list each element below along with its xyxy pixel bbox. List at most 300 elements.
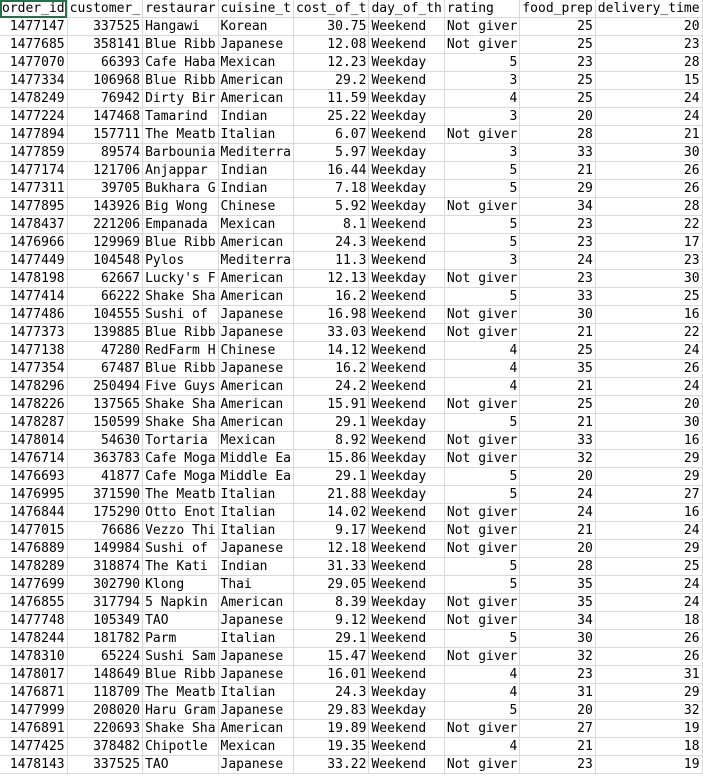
cell-cost[interactable]: 24.2 [293,378,368,396]
cell-order-id[interactable]: 1477895 [0,198,67,216]
cell-food-prep-time[interactable]: 32 [520,648,595,666]
cell-order-id[interactable]: 1478310 [0,648,67,666]
cell-cost[interactable]: 16.44 [293,162,368,180]
cell-rating[interactable]: 3 [444,108,519,126]
cell-order-id[interactable]: 1476995 [0,486,67,504]
cell-restaurant-name[interactable]: Bukhara G [143,180,218,198]
cell-cost[interactable]: 29.1 [293,468,368,486]
cell-delivery-time[interactable]: 26 [595,630,702,648]
cell-cost[interactable]: 12.23 [293,54,368,72]
cell-food-prep-time[interactable]: 21 [520,522,595,540]
cell-cost[interactable]: 5.92 [293,198,368,216]
cell-restaurant-name[interactable]: Barbounia [143,144,218,162]
cell-day-of-week[interactable]: Weekend [369,360,444,378]
cell-rating[interactable]: Not giver [444,648,519,666]
cell-customer-id[interactable]: 66393 [67,54,142,72]
cell-restaurant-name[interactable]: Blue Ribb [143,36,218,54]
cell-rating[interactable]: Not giver [444,18,519,36]
cell-day-of-week[interactable]: Weekday [369,108,444,126]
cell-customer-id[interactable]: 137565 [67,396,142,414]
cell-rating[interactable]: Not giver [444,126,519,144]
cell-day-of-week[interactable]: Weekend [369,576,444,594]
cell-customer-id[interactable]: 104548 [67,252,142,270]
cell-order-id[interactable]: 1477070 [0,54,67,72]
cell-restaurant-name[interactable]: Lucky's F [143,270,218,288]
cell-customer-id[interactable]: 106968 [67,72,142,90]
cell-order-id[interactable]: 1477486 [0,306,67,324]
cell-restaurant-name[interactable]: TAO [143,612,218,630]
cell-delivery-time[interactable]: 26 [595,162,702,180]
cell-restaurant-name[interactable]: Blue Ribb [143,324,218,342]
cell-delivery-time[interactable]: 25 [595,288,702,306]
cell-rating[interactable]: Not giver [444,36,519,54]
cell-cost[interactable]: 30.75 [293,18,368,36]
cell-cost[interactable]: 9.17 [293,522,368,540]
cell-delivery-time[interactable]: 24 [595,576,702,594]
cell-day-of-week[interactable]: Weekend [369,252,444,270]
cell-cost[interactable]: 14.12 [293,342,368,360]
cell-delivery-time[interactable]: 22 [595,324,702,342]
cell-cuisine-type[interactable]: Italian [218,522,293,540]
cell-cuisine-type[interactable]: Indian [218,108,293,126]
cell-cost[interactable]: 6.07 [293,126,368,144]
cell-rating[interactable]: 4 [444,360,519,378]
cell-restaurant-name[interactable]: Shake Sha [143,414,218,432]
cell-day-of-week[interactable]: Weekday [369,90,444,108]
cell-order-id[interactable]: 1476714 [0,450,67,468]
cell-food-prep-time[interactable]: 27 [520,720,595,738]
cell-customer-id[interactable]: 221206 [67,216,142,234]
cell-food-prep-time[interactable]: 35 [520,594,595,612]
cell-food-prep-time[interactable]: 25 [520,36,595,54]
cell-cuisine-type[interactable]: Indian [218,180,293,198]
cell-cuisine-type[interactable]: Chinese [218,342,293,360]
cell-order-id[interactable]: 1478287 [0,414,67,432]
cell-customer-id[interactable]: 65224 [67,648,142,666]
cell-restaurant-name[interactable]: Haru Gram [143,702,218,720]
cell-cost[interactable]: 14.02 [293,504,368,522]
cell-restaurant-name[interactable]: The Meatb [143,684,218,702]
cell-customer-id[interactable]: 67487 [67,360,142,378]
cell-day-of-week[interactable]: Weekend [369,234,444,252]
cell-rating[interactable]: 5 [444,216,519,234]
cell-day-of-week[interactable]: Weekend [369,396,444,414]
cell-cuisine-type[interactable]: Indian [218,558,293,576]
cell-delivery-time[interactable]: 26 [595,360,702,378]
cell-customer-id[interactable]: 363783 [67,450,142,468]
cell-cuisine-type[interactable]: Italian [218,504,293,522]
cell-order-id[interactable]: 1478289 [0,558,67,576]
cell-customer-id[interactable]: 118709 [67,684,142,702]
cell-food-prep-time[interactable]: 33 [520,288,595,306]
cell-delivery-time[interactable]: 18 [595,738,702,756]
cell-order-id[interactable]: 1477449 [0,252,67,270]
cell-customer-id[interactable]: 157711 [67,126,142,144]
cell-food-prep-time[interactable]: 20 [520,468,595,486]
cell-order-id[interactable]: 1476891 [0,720,67,738]
cell-order-id[interactable]: 1476966 [0,234,67,252]
cell-delivery-time[interactable]: 28 [595,198,702,216]
cell-food-prep-time[interactable]: 33 [520,144,595,162]
cell-day-of-week[interactable]: Weekend [369,18,444,36]
cell-order-id[interactable]: 1478017 [0,666,67,684]
cell-day-of-week[interactable]: Weekend [369,720,444,738]
cell-cuisine-type[interactable]: Mexican [218,738,293,756]
cell-rating[interactable]: Not giver [444,270,519,288]
cell-cost[interactable]: 21.88 [293,486,368,504]
cell-day-of-week[interactable]: Weekend [369,558,444,576]
cell-delivery-time[interactable]: 28 [595,54,702,72]
cell-cuisine-type[interactable]: Japanese [218,540,293,558]
cell-delivery-time[interactable]: 30 [595,414,702,432]
cell-delivery-time[interactable]: 29 [595,540,702,558]
cell-delivery-time[interactable]: 29 [595,450,702,468]
header-cell-customer-id[interactable]: customer_ [67,0,142,18]
cell-cuisine-type[interactable]: Chinese [218,198,293,216]
cell-food-prep-time[interactable]: 29 [520,180,595,198]
cell-cuisine-type[interactable]: American [218,270,293,288]
cell-customer-id[interactable]: 41877 [67,468,142,486]
cell-day-of-week[interactable]: Weekend [369,666,444,684]
cell-day-of-week[interactable]: Weekday [369,594,444,612]
cell-day-of-week[interactable]: Weekend [369,648,444,666]
cell-restaurant-name[interactable]: Sushi of [143,306,218,324]
cell-food-prep-time[interactable]: 25 [520,18,595,36]
cell-cuisine-type[interactable]: Japanese [218,756,293,774]
cell-restaurant-name[interactable]: Tortaria [143,432,218,450]
cell-food-prep-time[interactable]: 30 [520,306,595,324]
cell-food-prep-time[interactable]: 30 [520,630,595,648]
cell-restaurant-name[interactable]: RedFarm H [143,342,218,360]
cell-rating[interactable]: 5 [444,414,519,432]
cell-cost[interactable]: 16.01 [293,666,368,684]
cell-cuisine-type[interactable]: Japanese [218,612,293,630]
cell-restaurant-name[interactable]: Shake Sha [143,396,218,414]
cell-day-of-week[interactable]: Weekday [369,702,444,720]
cell-food-prep-time[interactable]: 32 [520,450,595,468]
cell-food-prep-time[interactable]: 21 [520,324,595,342]
cell-customer-id[interactable]: 105349 [67,612,142,630]
cell-food-prep-time[interactable]: 20 [520,540,595,558]
cell-cuisine-type[interactable]: American [218,72,293,90]
cell-restaurant-name[interactable]: Five Guys [143,378,218,396]
cell-cost[interactable]: 15.47 [293,648,368,666]
cell-rating[interactable]: 3 [444,144,519,162]
cell-customer-id[interactable]: 371590 [67,486,142,504]
cell-cuisine-type[interactable]: Mediterra [218,144,293,162]
cell-cuisine-type[interactable]: Italian [218,486,293,504]
cell-food-prep-time[interactable]: 20 [520,108,595,126]
header-cell-day-of-week[interactable]: day_of_th [369,0,444,18]
cell-day-of-week[interactable]: Weekday [369,54,444,72]
cell-restaurant-name[interactable]: Blue Ribb [143,666,218,684]
cell-rating[interactable]: Not giver [444,594,519,612]
cell-food-prep-time[interactable]: 33 [520,432,595,450]
cell-rating[interactable]: 4 [444,90,519,108]
cell-order-id[interactable]: 1478014 [0,432,67,450]
cell-cost[interactable]: 15.91 [293,396,368,414]
cell-rating[interactable]: 5 [444,486,519,504]
cell-food-prep-time[interactable]: 23 [520,54,595,72]
cell-customer-id[interactable]: 148649 [67,666,142,684]
cell-order-id[interactable]: 1477373 [0,324,67,342]
cell-restaurant-name[interactable]: Sushi Sam [143,648,218,666]
cell-customer-id[interactable]: 143926 [67,198,142,216]
cell-day-of-week[interactable]: Weekday [369,414,444,432]
cell-cuisine-type[interactable]: Italian [218,126,293,144]
cell-customer-id[interactable]: 62667 [67,270,142,288]
cell-cuisine-type[interactable]: Italian [218,684,293,702]
cell-restaurant-name[interactable]: Parm [143,630,218,648]
cell-customer-id[interactable]: 121706 [67,162,142,180]
cell-rating[interactable]: 5 [444,576,519,594]
cell-rating[interactable]: Not giver [444,612,519,630]
cell-restaurant-name[interactable]: Cafe Moga [143,450,218,468]
cell-rating[interactable]: 5 [444,630,519,648]
cell-food-prep-time[interactable]: 21 [520,414,595,432]
cell-delivery-time[interactable]: 16 [595,504,702,522]
cell-cuisine-type[interactable]: Mexican [218,432,293,450]
cell-rating[interactable]: 4 [444,666,519,684]
header-cell-order-id[interactable]: order_id [0,0,67,18]
cell-customer-id[interactable]: 47280 [67,342,142,360]
cell-restaurant-name[interactable]: Tamarind [143,108,218,126]
cell-food-prep-time[interactable]: 23 [520,756,595,774]
cell-order-id[interactable]: 1477174 [0,162,67,180]
cell-restaurant-name[interactable]: Dirty Bir [143,90,218,108]
cell-food-prep-time[interactable]: 35 [520,360,595,378]
cell-cuisine-type[interactable]: Japanese [218,666,293,684]
cell-day-of-week[interactable]: Weekend [369,756,444,774]
cell-restaurant-name[interactable]: Anjappar [143,162,218,180]
cell-delivery-time[interactable]: 21 [595,126,702,144]
cell-delivery-time[interactable]: 16 [595,432,702,450]
cell-cuisine-type[interactable]: Korean [218,18,293,36]
cell-cuisine-type[interactable]: American [218,594,293,612]
cell-restaurant-name[interactable]: Empanada [143,216,218,234]
cell-delivery-time[interactable]: 32 [595,702,702,720]
cell-cost[interactable]: 33.03 [293,324,368,342]
cell-rating[interactable]: 5 [444,54,519,72]
cell-cost[interactable]: 11.3 [293,252,368,270]
cell-cost[interactable]: 29.83 [293,702,368,720]
cell-food-prep-time[interactable]: 23 [520,270,595,288]
cell-food-prep-time[interactable]: 31 [520,684,595,702]
cell-delivery-time[interactable]: 26 [595,180,702,198]
cell-customer-id[interactable]: 250494 [67,378,142,396]
cell-order-id[interactable]: 1477334 [0,72,67,90]
cell-day-of-week[interactable]: Weekend [369,36,444,54]
cell-day-of-week[interactable]: Weekend [369,612,444,630]
cell-cuisine-type[interactable]: Thai [218,576,293,594]
header-cell-cost[interactable]: cost_of_t [293,0,368,18]
cell-order-id[interactable]: 1476693 [0,468,67,486]
cell-day-of-week[interactable]: Weekday [369,180,444,198]
cell-cost[interactable]: 33.22 [293,756,368,774]
cell-food-prep-time[interactable]: 24 [520,252,595,270]
cell-food-prep-time[interactable]: 21 [520,162,595,180]
cell-rating[interactable]: 5 [444,558,519,576]
cell-rating[interactable]: Not giver [444,324,519,342]
cell-cost[interactable]: 8.1 [293,216,368,234]
cell-delivery-time[interactable]: 19 [595,720,702,738]
cell-customer-id[interactable]: 76942 [67,90,142,108]
cell-customer-id[interactable]: 149984 [67,540,142,558]
cell-cost[interactable]: 5.97 [293,144,368,162]
cell-delivery-time[interactable]: 23 [595,36,702,54]
cell-order-id[interactable]: 1476871 [0,684,67,702]
cell-order-id[interactable]: 1477015 [0,522,67,540]
cell-rating[interactable]: Not giver [444,756,519,774]
cell-food-prep-time[interactable]: 34 [520,612,595,630]
cell-day-of-week[interactable]: Weekend [369,306,444,324]
cell-restaurant-name[interactable]: Big Wong [143,198,218,216]
cell-food-prep-time[interactable]: 23 [520,234,595,252]
cell-order-id[interactable]: 1477354 [0,360,67,378]
cell-cuisine-type[interactable]: American [218,414,293,432]
cell-delivery-time[interactable]: 23 [595,252,702,270]
cell-delivery-time[interactable]: 19 [595,756,702,774]
cell-rating[interactable]: Not giver [444,540,519,558]
cell-restaurant-name[interactable]: Sushi of [143,540,218,558]
cell-customer-id[interactable]: 358141 [67,36,142,54]
cell-delivery-time[interactable]: 24 [595,522,702,540]
cell-customer-id[interactable]: 76686 [67,522,142,540]
cell-order-id[interactable]: 1478296 [0,378,67,396]
cell-delivery-time[interactable]: 24 [595,90,702,108]
cell-cuisine-type[interactable]: Japanese [218,324,293,342]
cell-day-of-week[interactable]: Weekend [369,540,444,558]
cell-cost[interactable]: 24.3 [293,684,368,702]
cell-customer-id[interactable]: 337525 [67,756,142,774]
cell-cost[interactable]: 31.33 [293,558,368,576]
cell-customer-id[interactable]: 337525 [67,18,142,36]
cell-rating[interactable]: 5 [444,162,519,180]
cell-cost[interactable]: 9.12 [293,612,368,630]
cell-day-of-week[interactable]: Weekend [369,342,444,360]
cell-restaurant-name[interactable]: The Meatb [143,486,218,504]
cell-order-id[interactable]: 1478437 [0,216,67,234]
cell-customer-id[interactable]: 104555 [67,306,142,324]
cell-cuisine-type[interactable]: Indian [218,162,293,180]
cell-cost[interactable]: 24.3 [293,234,368,252]
cell-cuisine-type[interactable]: Italian [218,630,293,648]
cell-delivery-time[interactable]: 31 [595,666,702,684]
cell-order-id[interactable]: 1476889 [0,540,67,558]
cell-cuisine-type[interactable]: American [218,396,293,414]
cell-customer-id[interactable]: 208020 [67,702,142,720]
cell-restaurant-name[interactable]: Klong [143,576,218,594]
cell-order-id[interactable]: 1476844 [0,504,67,522]
cell-cost[interactable]: 16.98 [293,306,368,324]
cell-delivery-time[interactable]: 30 [595,270,702,288]
header-cell-restaurant-name[interactable]: restaurar [143,0,218,18]
cell-customer-id[interactable]: 66222 [67,288,142,306]
cell-order-id[interactable]: 1477224 [0,108,67,126]
cell-rating[interactable]: 3 [444,252,519,270]
cell-rating[interactable]: 5 [444,288,519,306]
cell-order-id[interactable]: 1477748 [0,612,67,630]
cell-cuisine-type[interactable]: Mexican [218,216,293,234]
cell-day-of-week[interactable]: Weekend [369,126,444,144]
cell-delivery-time[interactable]: 17 [595,234,702,252]
cell-day-of-week[interactable]: Weekend [369,216,444,234]
cell-cost[interactable]: 29.05 [293,576,368,594]
cell-food-prep-time[interactable]: 23 [520,666,595,684]
cell-cuisine-type[interactable]: American [218,378,293,396]
cell-cost[interactable]: 29.1 [293,630,368,648]
cell-cost[interactable]: 11.59 [293,90,368,108]
cell-cuisine-type[interactable]: Japanese [218,36,293,54]
header-cell-cuisine-type[interactable]: cuisine_t [218,0,293,18]
cell-rating[interactable]: 5 [444,234,519,252]
cell-cuisine-type[interactable]: Mediterra [218,252,293,270]
cell-food-prep-time[interactable]: 23 [520,216,595,234]
cell-customer-id[interactable]: 150599 [67,414,142,432]
cell-customer-id[interactable]: 302790 [67,576,142,594]
cell-customer-id[interactable]: 54630 [67,432,142,450]
cell-rating[interactable]: 5 [444,468,519,486]
cell-rating[interactable]: Not giver [444,432,519,450]
cell-delivery-time[interactable]: 20 [595,18,702,36]
cell-customer-id[interactable]: 175290 [67,504,142,522]
cell-customer-id[interactable]: 220693 [67,720,142,738]
cell-customer-id[interactable]: 318874 [67,558,142,576]
cell-delivery-time[interactable]: 15 [595,72,702,90]
cell-customer-id[interactable]: 378482 [67,738,142,756]
cell-delivery-time[interactable]: 27 [595,486,702,504]
cell-day-of-week[interactable]: Weekend [369,432,444,450]
cell-cost[interactable]: 12.08 [293,36,368,54]
cell-food-prep-time[interactable]: 28 [520,126,595,144]
cell-rating[interactable]: Not giver [444,450,519,468]
cell-day-of-week[interactable]: Weekend [369,630,444,648]
cell-delivery-time[interactable]: 25 [595,558,702,576]
cell-day-of-week[interactable]: Weekday [369,468,444,486]
cell-delivery-time[interactable]: 24 [595,594,702,612]
cell-delivery-time[interactable]: 18 [595,612,702,630]
cell-rating[interactable]: Not giver [444,306,519,324]
cell-food-prep-time[interactable]: 24 [520,486,595,504]
cell-order-id[interactable]: 1477859 [0,144,67,162]
cell-day-of-week[interactable]: Weekend [369,378,444,396]
cell-delivery-time[interactable]: 24 [595,342,702,360]
cell-cost[interactable]: 12.18 [293,540,368,558]
cell-restaurant-name[interactable]: Shake Sha [143,720,218,738]
cell-cost[interactable]: 16.2 [293,360,368,378]
cell-order-id[interactable]: 1477999 [0,702,67,720]
cell-delivery-time[interactable]: 30 [595,144,702,162]
cell-rating[interactable]: Not giver [444,198,519,216]
cell-restaurant-name[interactable]: Chipotle [143,738,218,756]
cell-cost[interactable]: 19.35 [293,738,368,756]
cell-order-id[interactable]: 1478198 [0,270,67,288]
cell-food-prep-time[interactable]: 25 [520,90,595,108]
cell-cuisine-type[interactable]: Japanese [218,306,293,324]
header-cell-food-prep-time[interactable]: food_prep [520,0,595,18]
cell-cuisine-type[interactable]: Mexican [218,54,293,72]
cell-cuisine-type[interactable]: Japanese [218,648,293,666]
cell-day-of-week[interactable]: Weekend [369,504,444,522]
cell-cost[interactable]: 16.2 [293,288,368,306]
cell-rating[interactable]: 5 [444,702,519,720]
cell-restaurant-name[interactable]: Cafe Haba [143,54,218,72]
cell-order-id[interactable]: 1477138 [0,342,67,360]
cell-food-prep-time[interactable]: 21 [520,738,595,756]
cell-order-id[interactable]: 1478143 [0,756,67,774]
cell-food-prep-time[interactable]: 35 [520,576,595,594]
cell-order-id[interactable]: 1477699 [0,576,67,594]
